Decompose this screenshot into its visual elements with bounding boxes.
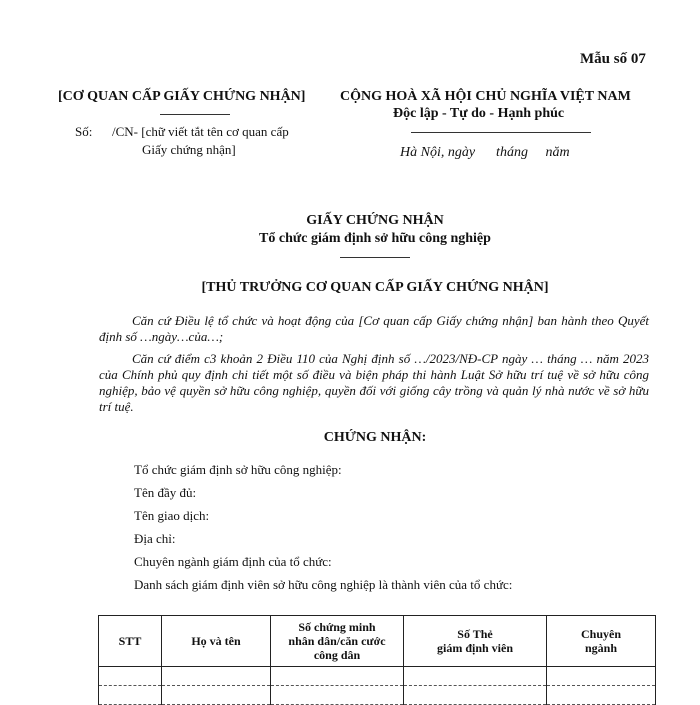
- col-id-line-2: nhân dân/căn cước: [288, 634, 386, 648]
- col-id-number: [271, 616, 404, 667]
- field-address: Địa chỉ:: [134, 531, 176, 546]
- field-member-list: Danh sách giám định viên sở hữu công nghiệp là thành viên của tổ chức:: [134, 577, 513, 592]
- table-cell: [404, 667, 547, 686]
- table-cell: [162, 686, 271, 705]
- field-specialization: Chuyên ngành giám định của tổ chức:: [134, 554, 332, 569]
- col-specialization: [547, 616, 656, 667]
- table-cell: [271, 667, 404, 686]
- place-date: Hà Nội, ngày tháng năm: [400, 145, 570, 160]
- table-row: [99, 686, 656, 705]
- national-title: CỘNG HOÀ XÃ HỘI CHỦ NGHĨA VIỆT NAM: [340, 89, 631, 104]
- table-cell: [404, 686, 547, 705]
- table-row: [99, 667, 656, 686]
- table-cell: [547, 667, 656, 686]
- members-table: [98, 615, 656, 705]
- table-cell: [271, 686, 404, 705]
- col-card-line-1: Số Thẻ: [457, 627, 493, 641]
- agency-divider: [160, 114, 230, 115]
- issuing-agency: [CƠ QUAN CẤP GIẤY CHỨNG NHẬN]: [58, 89, 306, 104]
- national-motto: Độc lập - Tự do - Hạnh phúc: [393, 106, 565, 121]
- table-cell: [162, 667, 271, 686]
- certifies-heading: CHỨNG NHẬN:: [323, 430, 427, 445]
- document-title: GIẤY CHỨNG NHẬN: [306, 213, 444, 228]
- col-card-number: [404, 616, 547, 667]
- table-cell: [99, 667, 162, 686]
- col-spec-line-2: ngành: [584, 641, 618, 655]
- col-id-line-3: công dân: [313, 648, 361, 662]
- field-organization: Tổ chức giám định sở hữu công nghiệp:: [134, 462, 342, 477]
- col-id-line-1: Số chứng minh: [298, 620, 376, 634]
- issuing-authority: [THỦ TRƯỞNG CƠ QUAN CẤP GIẤY CHỨNG NHẬN]: [201, 280, 549, 295]
- field-trade-name: Tên giao dịch:: [134, 508, 210, 523]
- form-number: Mẫu số 07: [580, 51, 646, 67]
- table-header-row: [99, 616, 656, 667]
- doc-number-value-cont: Giấy chứng nhận]: [142, 142, 236, 157]
- motto-divider: [411, 132, 591, 133]
- col-card-line-2: giám định viên: [436, 641, 514, 655]
- field-full-name: Tên đầy đủ:: [134, 485, 197, 500]
- legal-basis-1: Căn cứ Điều lệ tổ chức và hoạt động của [Cơ quan cấp Giấy chứng nhận] ban hành theo Quyết định số …ngày…của…;: [99, 313, 649, 344]
- title-divider: [340, 257, 410, 258]
- col-spec-line-1: Chuyên: [580, 627, 621, 641]
- table-cell: [99, 686, 162, 705]
- col-full-name: Họ và tên: [162, 616, 271, 667]
- table-cell: [547, 686, 656, 705]
- legal-basis-2: Căn cứ điểm c3 khoản 2 Điều 110 của Nghị định số …/2023/NĐ-CP ngày … tháng … năm 2023 của Chính phủ quy định chi tiết một số điều và biện pháp thi hành Luật Sở hữu trí tuệ về sở hữu công nghiệp, bảo vệ quyền sở hữu công nghiệp, quyền đối với giống cây trồng và quản lý nhà nước về sở hữu trí tuệ.: [99, 351, 649, 414]
- document-subtitle: Tổ chức giám định sở hữu công nghiệp: [259, 231, 491, 246]
- col-stt: STT: [99, 616, 162, 667]
- doc-number-label: Số:: [75, 124, 93, 139]
- doc-number-value: /CN- [chữ viết tắt tên cơ quan cấp: [112, 124, 289, 139]
